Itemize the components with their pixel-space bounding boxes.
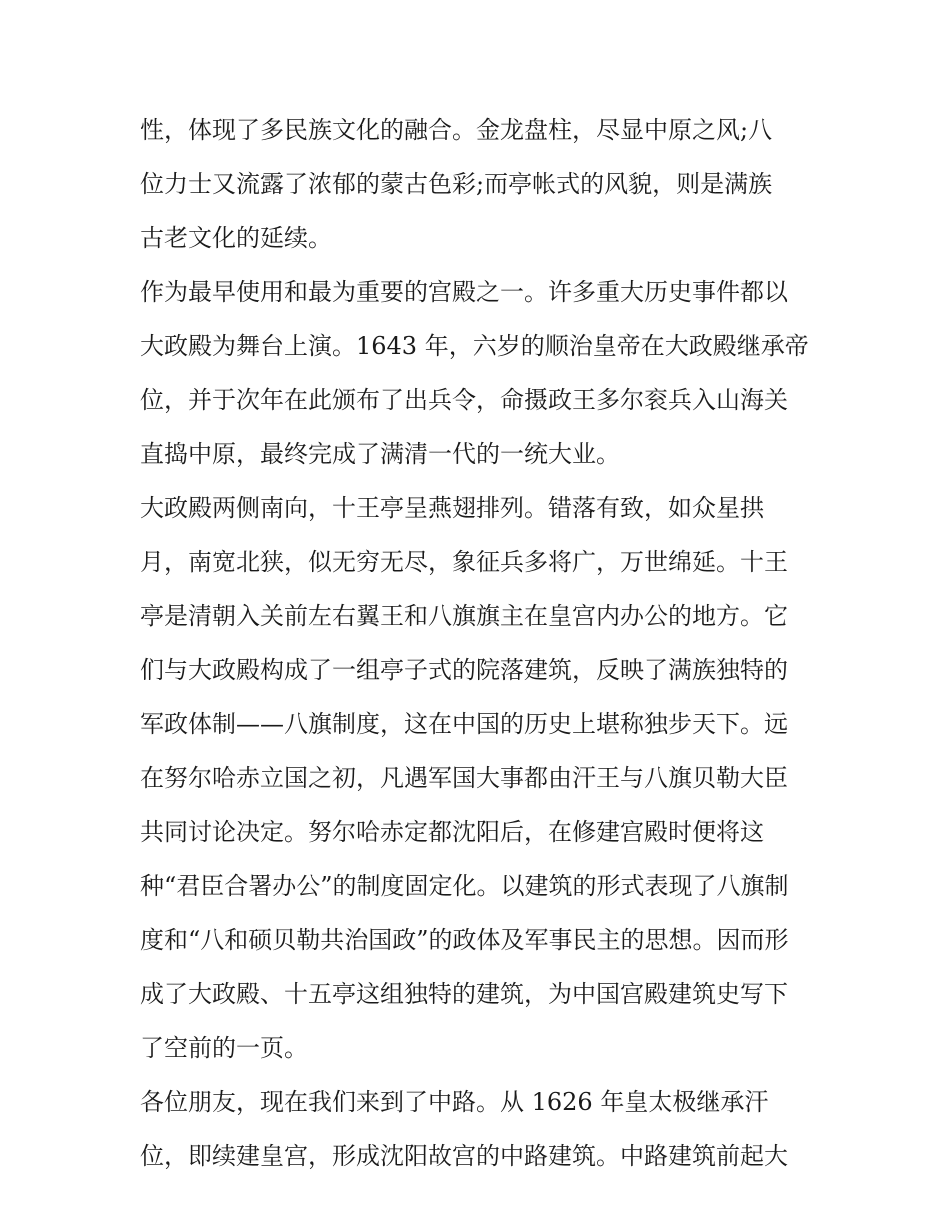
text-line: 军政体制——八旗制度，这在中国的历史上堪称独步天下。远 [140, 710, 788, 738]
text-line: 位，即续建皇宫，形成沈阳故宫的中路建筑。中路建筑前起大 [140, 1142, 788, 1170]
text-line: 大政殿为舞台上演。1643 年，六岁的顺治皇帝在大政殿继承帝 [140, 332, 809, 360]
text-line: 月，南宽北狭，似无穷无尽，象征兵多将广，万世绵延。十王 [140, 548, 788, 576]
text-line: 们与大政殿构成了一组亭子式的院落建筑，反映了满族独特的 [140, 656, 788, 684]
text-line: 各位朋友，现在我们来到了中路。从 1626 年皇太极继承汗 [140, 1088, 769, 1116]
text-line: 亭是清朝入关前左右翼王和八旗旗主在皇宫内办公的地方。它 [140, 602, 788, 630]
text-line: 了空前的一页。 [140, 1034, 308, 1062]
text-line: 在努尔哈赤立国之初，凡遇军国大事都由汗王与八旗贝勒大臣 [140, 764, 788, 792]
text-line: 性，体现了多民族文化的融合。金龙盘柱，尽显中原之风;八 [140, 116, 773, 144]
text-line: 作为最早使用和最为重要的宫殿之一。许多重大历史事件都以 [140, 278, 788, 306]
body-text [140, 108, 820, 1188]
text-line: 直捣中原，最终完成了满清一代的一统大业。 [140, 440, 620, 468]
text-line: 大政殿两侧南向，十王亭呈燕翅排列。错落有致，如众星拱 [140, 494, 764, 522]
text-line: 种“君臣合署办公”的制度固定化。以建筑的形式表现了八旗制 [140, 872, 789, 900]
text-line: 度和“八和硕贝勒共治国政”的政体及军事民主的思想。因而形 [140, 926, 789, 954]
text-line: 位力士又流露了浓郁的蒙古色彩;而亭帐式的风貌，则是满族 [140, 170, 773, 198]
text-line: 成了大政殿、十五亭这组独特的建筑，为中国宫殿建筑史写下 [140, 980, 788, 1008]
text-line: 共同讨论决定。努尔哈赤定都沈阳后，在修建宫殿时便将这 [140, 818, 764, 846]
text-line: 古老文化的延续。 [140, 224, 332, 252]
text-line: 位，并于次年在此颁布了出兵令，命摄政王多尔衮兵入山海关 [140, 386, 788, 414]
